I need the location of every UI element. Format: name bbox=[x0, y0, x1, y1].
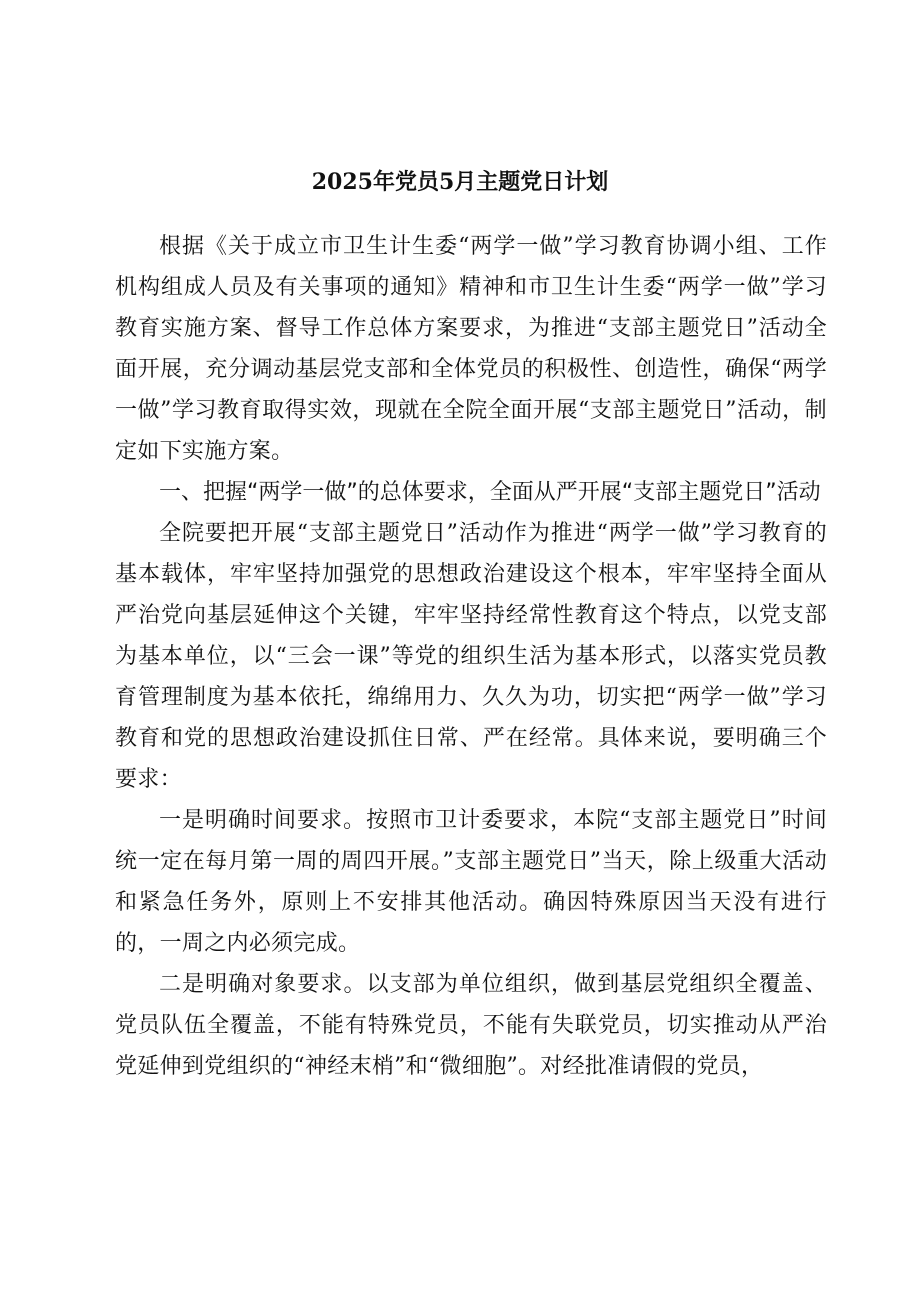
paragraph-intro: 根据《关于成立市卫生计生委“两学一做”学习教育协调小组、工作机构组成人员及有关事项的通知》精神和市卫生计生委“两学一做”学习教育实施方案、督导工作总体方案要求，为推进“支部主题党日”活动全面开展，充分调动基层党支部和全体党员的积极性、创造性，确保“两学一做”学习教育取得实效，现就在全院全面开展“支部主题党日”活动，制定如下实施方案。 bbox=[115, 234, 827, 464]
document-title: 2025年党员5月主题党日计划 bbox=[311, 169, 609, 195]
paragraph-section-1: 全院要把开展“支部主题党日”活动作为推进“两学一做”学习教育的基本载体，牢牢坚持加强党的思想政治建设这个根本，牢牢坚持全面从严治党向基层延伸这个关键，牢牢坚持经常性教育这个特点，以党支部为基本单位，以“三会一课”等党的组织生活为基本形式，以落实党员教育管理制度为基本依托，绵绵用力、久久为功，切实把“两学一做”学习教育和党的思想政治建设抓住日常、严在经常。具体来说，要明确三个要求： bbox=[115, 521, 827, 792]
paragraph-object-requirement: 二是明确对象要求。以支部为单位组织，做到基层党组织全覆盖、党员队伍全覆盖，不能有特殊党员，不能有失联党员，切实推动从严治党延伸到党组织的“神经末梢”和“微细胞”。对经批准请假的党员， bbox=[115, 972, 827, 1079]
document-body bbox=[115, 226, 827, 1087]
section-heading-1: 一、把握“两学一做”的总体要求，全面从严开展“支部主题党日”活动 bbox=[159, 480, 821, 505]
paragraph-time-requirement: 一是明确时间要求。按照市卫计委要求，本院“支部主题党日”时间统一定在每月第一周的周四开展。”支部主题党日”当天，除上级重大活动和紧急任务外，原则上不安排其他活动。确因特殊原因当天没有进行的，一周之内必须完成。 bbox=[115, 808, 827, 956]
